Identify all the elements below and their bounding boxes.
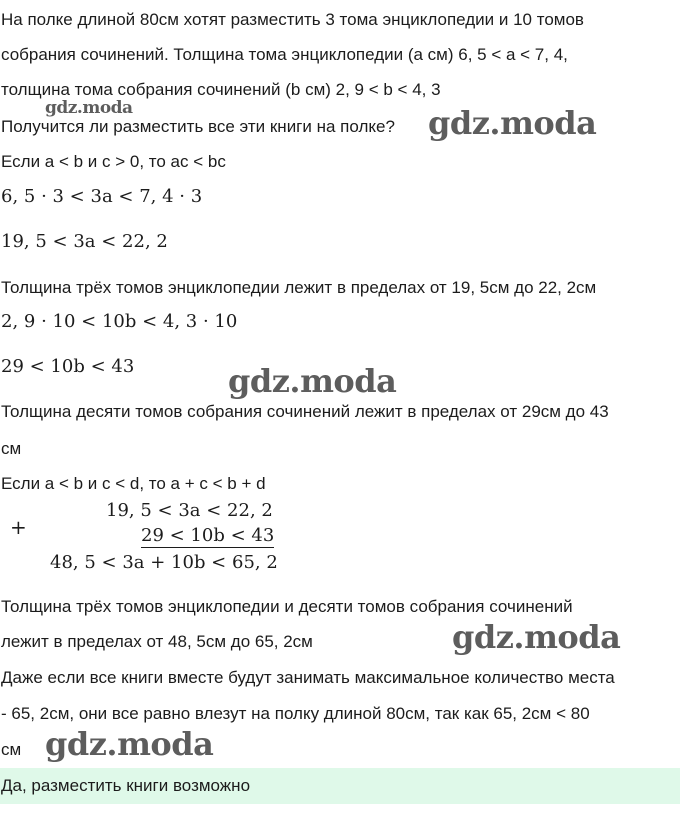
conclusion-line-3b: лежит в пределах от 48, 5см до 65, 2см: [1, 632, 313, 651]
conclusion-line-2-unit: см: [1, 439, 22, 458]
watermark-logo: gdz.moda: [452, 618, 621, 656]
watermark-logo: gdz.moda: [228, 362, 397, 400]
final-line-1: Даже если все книги вместе будут занимать максимальное количество места: [1, 668, 615, 687]
conclusion-line-1: Толщина трёх томов энциклопедии лежит в пределах от 19, 5см до 22, 2см: [1, 278, 597, 297]
watermark-logo: gdz.moda: [45, 725, 214, 763]
sum-result: 48, 5 < 3a + 10b < 65, 2: [50, 552, 278, 573]
rule-line-2: Если a < b и c < d, то a + c < b + d: [1, 474, 266, 493]
plus-sign: +: [10, 515, 27, 539]
problem-line-2: собрания сочинений. Толщина тома энциклопедии (a см) 6, 5 < a < 7, 4,: [1, 45, 568, 64]
final-line-3: см: [1, 740, 22, 759]
answer-text: Да, разместить книги возможно: [1, 776, 251, 795]
conclusion-line-2: Толщина десяти томов собрания сочинений лежит в пределах от 29см до 43: [1, 402, 609, 421]
answer-box: [0, 768, 680, 804]
inequality-3: 2, 9 · 10 < 10b < 4, 3 · 10: [1, 311, 238, 332]
sum-row-2: 29 < 10b < 43: [141, 525, 275, 546]
problem-line-3: толщина тома собрания сочинений (b см) 2, 9 < b < 4, 3: [1, 80, 441, 99]
inequality-2: 19, 5 < 3a < 22, 2: [1, 231, 168, 252]
final-line-2: - 65, 2см, они все равно влезут на полку длиной 80см, так как 65, 2см < 80: [1, 704, 590, 723]
inequality-4: 29 < 10b < 43: [1, 356, 135, 377]
problem-line-1: На полке длиной 80см хотят разместить 3 тома энциклопедии и 10 томов: [1, 10, 584, 29]
watermark-logo: gdz.moda: [45, 98, 133, 118]
inequality-1: 6, 5 · 3 < 3a < 7, 4 · 3: [1, 186, 203, 207]
watermark-logo: gdz.moda: [428, 104, 597, 142]
sum-row-1: 19, 5 < 3a < 22, 2: [106, 500, 273, 521]
rule-line-1: Если a < b и c > 0, то ac < bc: [1, 152, 226, 171]
conclusion-line-3: Толщина трёх томов энциклопедии и десяти томов собрания сочинений: [1, 597, 573, 616]
question-line: Получится ли разместить все эти книги на полке?: [1, 117, 395, 136]
